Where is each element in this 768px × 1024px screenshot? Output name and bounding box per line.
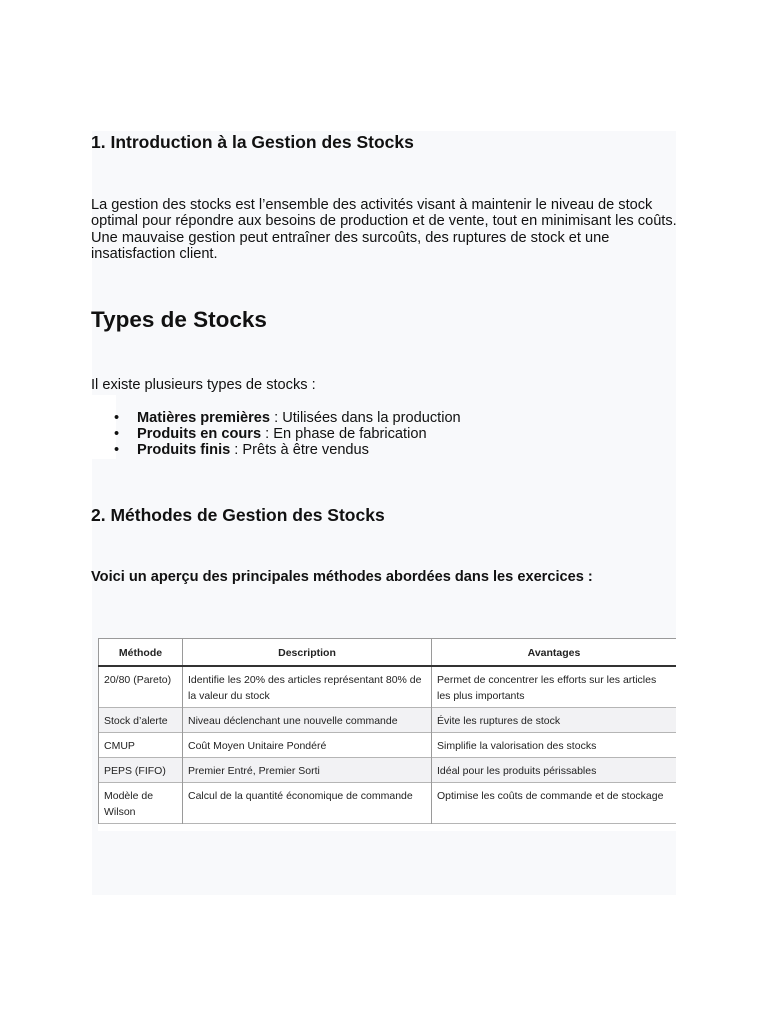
table-cell: 20/80 (Pareto) [99,666,183,708]
table-cell: Niveau déclenchant une nouvelle commande [183,708,432,733]
list-item-desc: : En phase de fabrication [261,426,427,443]
table-cell: Permet de concentrer les efforts sur les articles les plus importants [432,666,677,708]
table-cell: Idéal pour les produits périssables [432,758,677,783]
list-item-term: Produits en cours [137,426,262,443]
table-header-row [99,639,677,667]
types-heading: Types de Stocks [91,307,267,332]
methods-heading: 2. Méthodes de Gestion des Stocks [91,505,385,525]
list-item-desc: : Prêts à être vendus [230,442,369,459]
table-cell: Calcul de la quantité économique de commande [183,783,432,824]
list-item-term: Matières premières [137,410,271,426]
table-row [99,733,677,758]
table-row [99,708,677,733]
table-row [99,783,677,824]
methods-table-image [98,638,676,831]
table-cell: Évite les ruptures de stock [432,708,677,733]
table-cell: Stock d’alerte [99,708,183,733]
intro-heading: 1. Introduction à la Gestion des Stocks [91,132,414,152]
bullet-icon: • [114,426,120,443]
table-cell: Optimise les coûts de commande et de stockage [432,783,677,824]
table-cell: Modèle de Wilson [99,783,183,824]
table-cell: Simplifie la valorisation des stocks [432,733,677,758]
methods-table [98,638,676,824]
list-item-desc: : Utilisées dans la production [270,410,461,426]
list-item-term: Produits finis [137,442,231,459]
list-item [91,426,461,442]
types-intro: Il existe plusieurs types de stocks : [91,377,316,393]
bullet-icon: • [114,410,120,426]
table-row [99,758,677,783]
header-description: Description [183,639,432,667]
table-cell: Identifie les 20% des articles représentant 80% de la valeur du stock [183,666,432,708]
intro-paragraph: La gestion des stocks est l’ensemble des activités visant à maintenir le niveau de stock optimal pour répondre aux besoins de production et de vente, tout en minimisant les coûts. Une mauvaise gestion peut entraîner des surcoûts, des ruptures de stock et une insatisfaction client. [91,197,677,262]
header-methode: Méthode [99,639,183,667]
methods-intro: Voici un aperçu des principales méthodes abordées dans les exercices : [91,569,593,585]
list-item [91,410,461,426]
header-avantages: Avantages [432,639,677,667]
bullet-icon: • [114,442,120,459]
table-row [99,666,677,708]
types-list [91,410,461,459]
table-cell: PEPS (FIFO) [99,758,183,783]
table-cell: Premier Entré, Premier Sorti [183,758,432,783]
list-item [91,442,461,458]
table-cell: Coût Moyen Unitaire Pondéré [183,733,432,758]
table-cell: CMUP [99,733,183,758]
